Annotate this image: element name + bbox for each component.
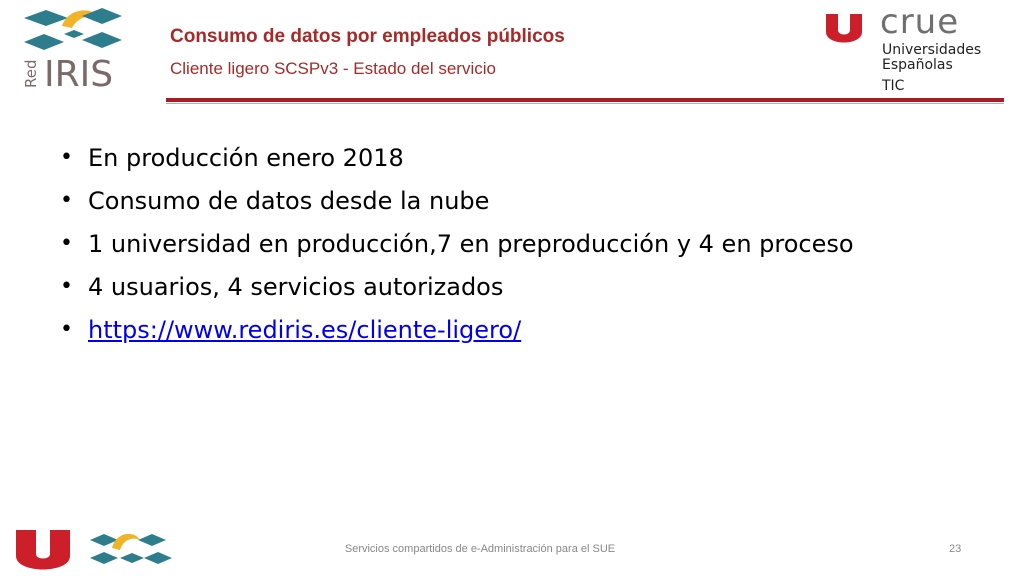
bullet-list: [60, 140, 854, 355]
rediris-logo: [22, 4, 132, 92]
slide-title: Consumo de datos por empleados públicos: [170, 26, 565, 47]
bullet-item: • 1 universidad en producción,7 en preproducción y 4 en proceso: [60, 226, 854, 269]
crue-logo-line1: Universidades: [882, 42, 982, 58]
slide-subtitle: Cliente ligero SCSPv3 - Estado del servicio: [170, 59, 496, 78]
header-rule-thin: [166, 103, 1004, 104]
cliente-ligero-link[interactable]: https://www.rediris.es/cliente-ligero/: [88, 316, 522, 344]
crue-logo-line2: Españolas: [882, 57, 953, 73]
footer-text: Servicios compartidos de e-Administración para el SUE: [344, 543, 616, 555]
header-rule: [166, 98, 1004, 102]
crue-logo-line3: TIC: [882, 78, 905, 94]
page-number: 23: [949, 543, 962, 555]
bullet-item: • Consumo de datos desde la nube: [60, 183, 854, 226]
crue-mark-icon: [824, 12, 864, 44]
bullet-item: • En producción enero 2018: [60, 140, 854, 183]
bullet-dot-icon: •: [60, 145, 73, 170]
bullet-dot-icon: •: [60, 231, 73, 256]
bullet-item: • 4 usuarios, 4 servicios autorizados: [60, 269, 854, 312]
svg-text:IRIS: IRIS: [44, 54, 114, 92]
bullet-dot-icon: •: [60, 317, 73, 342]
bullet-item: [60, 312, 854, 355]
crue-logo-word: crue: [880, 2, 960, 42]
bullet-dot-icon: •: [60, 274, 73, 299]
bullet-dot-icon: •: [60, 188, 73, 213]
svg-text:Red: Red: [22, 59, 40, 88]
